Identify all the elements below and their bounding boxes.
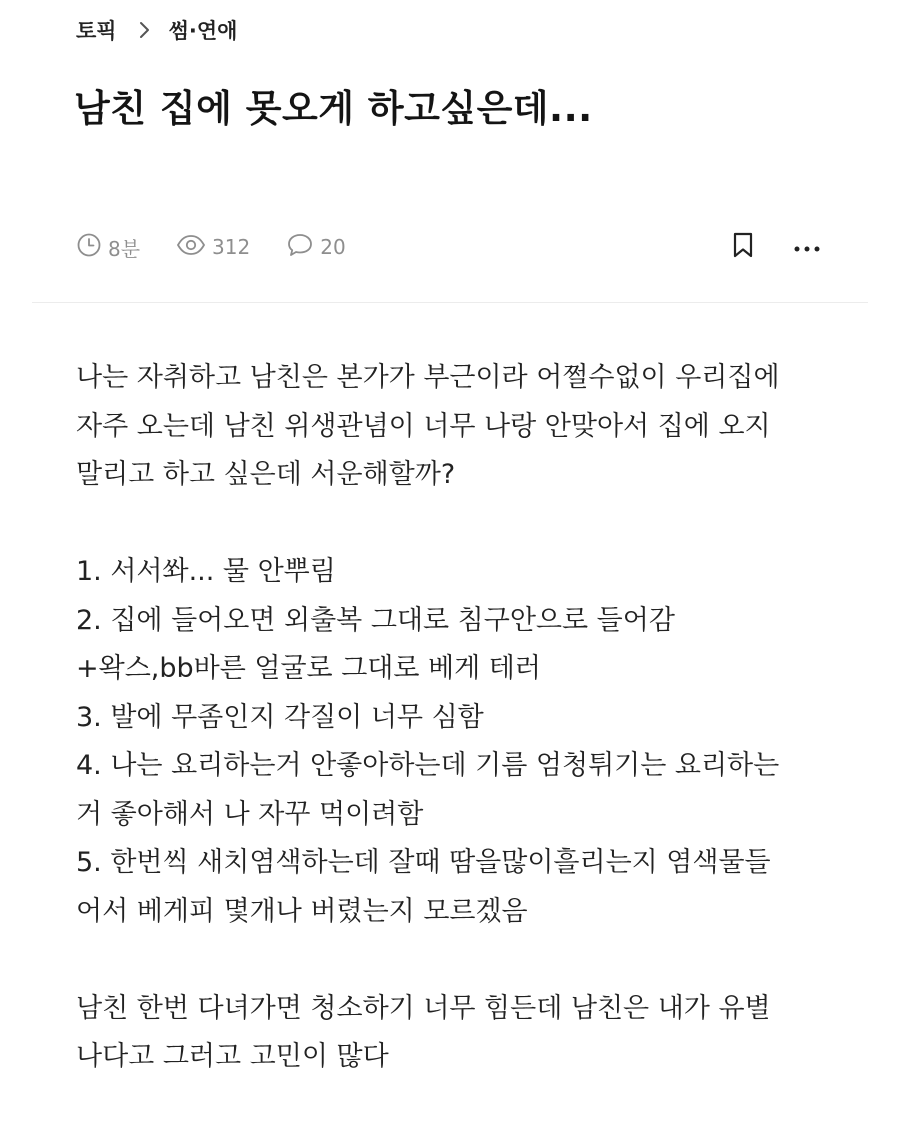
post-body-outro: [76, 985, 856, 1082]
list-item: 1. 서서쏴... 물 안뿌림: [76, 556, 336, 587]
more-horizontal-icon: [793, 238, 821, 257]
post-time-value: 8분: [108, 236, 141, 261]
post-meta: [76, 230, 382, 264]
list-item: +왁스,bb바른 얼굴로 그대로 베게 테러: [76, 653, 541, 684]
body-line: 남친 한번 다녀가면 청소하기 너무 힘든데 남친은 내가 유별: [76, 992, 771, 1024]
body-line: 나는 자취하고 남친은 본가가 부근이라 어쩔수없이 우리집에: [76, 362, 780, 393]
header-divider: [32, 302, 868, 303]
post-comments-value: 20: [320, 235, 346, 259]
speech-bubble-icon: [286, 232, 320, 263]
list-item: 어서 베게피 몇개나 버렸는지 모르겠음: [76, 895, 528, 927]
more-button[interactable]: [790, 230, 824, 264]
chevron-right-icon: [139, 21, 151, 39]
post-views-value: 312: [212, 235, 251, 259]
eye-icon: [176, 232, 212, 263]
post-title: 남친 집에 못오게 하고싶은데...: [74, 87, 593, 130]
list-item: 5. 한번씩 새치염색하는데 잘때 땀을많이흘리는지 염색물들: [76, 847, 771, 878]
post-actions: [726, 230, 824, 264]
list-item: 거 좋아해서 나 자꾸 먹이려함: [76, 798, 424, 830]
post-body-intro: [76, 354, 856, 500]
bookmark-button[interactable]: [726, 230, 760, 264]
post-comments: [286, 232, 345, 263]
post-time: [76, 232, 140, 263]
post-body: [76, 354, 856, 1082]
post-body-list: [76, 548, 856, 936]
breadcrumb-topic-link[interactable]: 토픽: [76, 19, 117, 43]
bookmark-icon: [732, 231, 754, 263]
post-views: [176, 232, 250, 263]
breadcrumb: [76, 14, 237, 46]
body-line: 말리고 하고 싶은데 서운해할까?: [76, 459, 456, 490]
breadcrumb-category-link[interactable]: 썸·연애: [168, 19, 238, 43]
list-item: 4. 나는 요리하는거 안좋아하는데 기름 엄청튀기는 요리하는: [76, 750, 780, 781]
list-item: 2. 집에 들어오면 외출복 그대로 침구안으로 들어감: [76, 604, 675, 636]
list-item: 3. 발에 무좀인지 각질이 너무 심함: [76, 701, 484, 733]
clock-icon: [76, 232, 108, 263]
body-line: 나다고 그러고 고민이 많다: [76, 1041, 389, 1072]
body-line: 자주 오는데 남친 위생관념이 너무 나랑 안맞아서 집에 오지: [76, 410, 771, 442]
